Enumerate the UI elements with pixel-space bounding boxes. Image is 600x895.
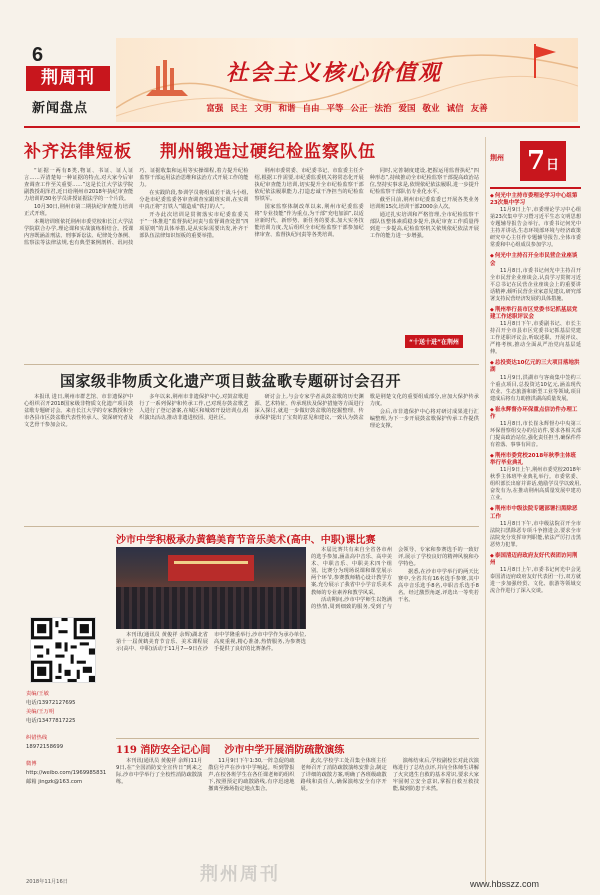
watermark: 荆州周刊	[200, 864, 280, 884]
paragraph: 多年以来,荆州市非遗保护中心,对鼓盆歌进行了一系列保护和传承工作,已对现存鼓盆歌艺人进行了登记备案,在城区和城郊开设培训点,组织演出活动,推动非遗进校园、进社区。	[139, 394, 249, 422]
sidebar-item-title: ◆ 总投资达10亿元的三大项目落地洪湖	[490, 360, 581, 374]
article1-body	[24, 168, 479, 356]
value-item: 平等	[326, 104, 344, 114]
sidebar-item-body: 11月8日上午,市委书记何光中会见泰国清迈府政府友好代表团一行,双方就进一步加强经贸、文化、旅游等领域交流合作进行了深入交谈。	[490, 567, 581, 595]
value-item: 爱国	[398, 104, 416, 114]
qr-code-icon	[30, 617, 96, 683]
paragraph: 活动期间,沙市中学师生以饱满的热情,周到细致的服务,受到了与会领导、专家和参赛选手的一致好评,展示了学校良好的精神风貌和办学特色。	[311, 547, 479, 611]
sidebar-item-body: 11月8日,市委书记何光中主持召开全市民营企业座谈会,认真学习贯彻习近平总书记在民营企业座谈会上的重要讲话精神,倾听民营企业家意见建议,研究部署支持民营经济发展的具体措施。	[490, 267, 581, 302]
paragraph: 10月30日,荆州市第二期执纪审查能力培训正式开班。	[24, 203, 134, 218]
sidebar-item	[490, 453, 581, 502]
value-item: 和谐	[278, 104, 296, 114]
sidebar-header	[490, 137, 581, 189]
sidebar-item	[490, 307, 581, 356]
paragraph: 国家监察体制改革以来,荆州市纪委监委将“专业技能”作为重点,为干部“充电加油”,以适应新时代、新形势、新任务的要求,加大实务技能培训力度,先后组织全市纪检监察干部参加纪律审查、监督执纪问责等各类培训。	[254, 203, 364, 239]
weibo-link[interactable]: http://weibo.com/1969985831	[26, 770, 107, 776]
event-photo	[116, 547, 306, 629]
sidebar-item-body: 11月9日,洪湖市与客商集中签约三个重点项目,总投资达10亿元,涵盖现代农业、生态旅游和新型工业等领域,项目建成后将有力助推洪湖高质量发展。	[490, 374, 581, 402]
value-item: 民主	[230, 104, 248, 114]
paragraph: 截至目前,荆州市纪委监委已开展各类业务培训班15次,培训干部2000余人次。	[369, 196, 479, 210]
paragraph: 本届比赛共有来自全省各市州的选手参加,涵盖高中音乐、高中美术、中职音乐、中职美术四个组别。比赛分为现场说课和课堂展示两个环节,参赛教师精心设计教学方案,充分展示了我省中小学音乐美术教师的专业素养和教学风采。	[311, 547, 392, 596]
value-item: 敬业	[422, 104, 440, 114]
sidebar-item-body: 11月9日上午,市委理论学习中心组第23次集中学习暨习近平生态文明思想专题辅导报告会举行。市委书记何光中主持并讲话,生态环境部环境与经济政策研究中心主任作专题辅导报告,全体市委常委和中心组成员参加学习。	[490, 207, 581, 249]
paragraph: 本期培训班依托荆州市委党校和长江大学法学院联合办学,理论课和实战演练相结合。授课内容既涵盖刑法、刑事诉讼法、纪律处分条例、监察法等法律法规,也有典型案例剖析、讯问技巧、证据收集和运用等实操课程,着力提升纪检监察干部运用法治思维和法治方式开展工作的能力。	[24, 168, 249, 246]
section-rule	[24, 526, 479, 527]
value-item: 文明	[254, 104, 272, 114]
paper-name: 荆周刊	[26, 66, 110, 91]
article2-body	[24, 394, 479, 486]
paragraph: 此次,学校学工处召集全体班主任老师召开了消防疏散演练安排会,制定了详细的疏散方案,明确了各班级疏散路线和责任人,确保演练安全有序开展。	[300, 758, 387, 793]
footer-url[interactable]: www.hbsszz.com	[470, 879, 540, 889]
article4-headline-b: 沙市中学开展消防疏散演练	[224, 745, 345, 756]
sidebar-label: 荆州	[490, 154, 504, 162]
core-values-banner	[116, 38, 578, 122]
section-rule	[116, 738, 479, 739]
editor-label: 责编/王敏	[26, 691, 49, 697]
paragraph: 研讨会上,与会专家学者从鼓盆歌的历史渊源、艺术特征、传承现状及保护措施等方面进行深入探讨,就进一步做好鼓盆歌的挖掘整理、传承保护提出了宝贵的意见和建议,一致认为鼓盆歌是荆楚文化的重要组成部分,应加大保护传承力度。	[254, 394, 479, 422]
sidebar-item	[490, 506, 581, 548]
sidebar-item	[490, 360, 581, 402]
value-item: 友善	[470, 104, 488, 114]
editor-phone: 电话/13972127695	[26, 700, 76, 706]
article4-body	[116, 758, 479, 882]
issue-date: 2018年11月16日	[26, 879, 68, 885]
paragraph: 开办此次培训是贯彻落实市纪委监委关于“一体推进”监督执纪问责与监督调查处置“四项原则”的具体举措,是从实际需要出发,补齐干部队伍法律知识短板的重要举措。	[139, 211, 249, 239]
sidebar-item-title: ◆ 荆州市中级法院专题部署扫黑除恶工作	[490, 506, 581, 520]
paragraph: “证据一两有8类,物证、书证、证人证言……弄清楚每一种证据的特点,对大家今后审查调查工作至关重要……”这是长江大学法学院副教授胡泽君,近日给荆州市2018年执纪审查能力培训的30名学员讲授证据法学的一个片段。	[24, 168, 134, 203]
article4-headline-a: 119 消防安全记心间	[116, 745, 211, 756]
sidebar-item-body: 11月8日下午,市中级法院召开全市法院扫黑除恶专项斗争推进会,要求全市法院充分发挥审判职能,依法严厉打击黑恶势力犯罪。	[490, 520, 581, 548]
design-label: 美编/王万明	[26, 709, 55, 715]
paragraph: 11月9日下午1:30,一阵急促的疏散信号声在沙市中学响起。听到警报声,在校各班学生在各任课老师的组织下,按照预定的疏散路线,有序迅速地撤离至操场指定地点集合。	[208, 758, 295, 793]
sidebar-item-title: ◆ 荆州市委党校2018年秋季主体班举行毕业典礼	[490, 453, 581, 467]
email-address[interactable]: 邮箱 jingzk@163.com	[26, 779, 83, 785]
value-item: 自由	[302, 104, 320, 114]
article1-headline-b: 荆州锻造过硬纪检监察队伍	[160, 142, 376, 162]
value-item: 法治	[374, 104, 392, 114]
audience	[116, 587, 306, 629]
paragraph: 本刊讯(通讯员 黄俊祥 余辉)11月9日,在“全国消防安全宣传日”到来之际,沙市中学举行了全校性消防疏散演练。	[116, 758, 203, 786]
sidebar-item-title: ◆ 何光中主持召开全市民营企业座谈会	[490, 253, 581, 267]
sidebar-item-title: ◆ 崔永辉督办环保重点信访件办理工作	[490, 407, 581, 421]
sidebar-item	[490, 253, 581, 302]
sidebar-item-title: ◆ 泰国清迈府政府友好代表团访问荆州	[490, 553, 581, 567]
core-values-list	[116, 102, 578, 114]
hotline-label: 纠错热线	[26, 735, 48, 741]
paragraph: 同时,完善制度建设,把握运用监督执纪“四种形态”,持续推动全市纪检监察干部提高政治站位,坚持实事求是,依规依纪依法履职,进一步提升纪检监察干部队伍专业化水平。	[369, 168, 479, 196]
sidebar-item-body: 11月8日,市长崔永辉督办中央第三环保督察组交办的信访件,要求各相关部门提高政治站位,强化责任担当,确保件件有着落、事事有回音。	[490, 421, 581, 449]
value-item: 富强	[206, 104, 224, 114]
sidebar-number: 7日	[520, 141, 566, 181]
sidebar-item-body: 11月9日上午,荆州市委党校2018年秋季主体班毕业典礼举行。市委常委、组织部长出席并讲话,勉励学员学以致用,奋发有为,在推动荆州高质量发展中建功立业。	[490, 467, 581, 502]
page-number: 6	[32, 44, 44, 66]
article2-headline: 国家级非物质文化遗产项目鼓盆歌专题研讨会召开	[60, 372, 402, 390]
sidebar-item-title: ◆ 荆州举行县市区党委书记抓基层党建工作述职评议会	[490, 307, 581, 321]
value-item: 诚信	[446, 104, 464, 114]
article3-headline: 沙市中学积极承办黄鹤美育节音乐美术(高中、中职)课比赛	[116, 535, 376, 546]
stage-backdrop	[168, 555, 254, 581]
sidebar-item	[490, 193, 581, 249]
sidebar-item-body: 11月8日下午,市委副书记、市长主持召开全市县市区党委书记抓基层党建工作述职评议会,听取述职、开展评议、严格考核,推动全面从严治党向基层延伸。	[490, 321, 581, 356]
paragraph: 在实践阶段,参训学员将组成若干战斗小组,分赴市纪委监委各审查调查室跟班实训,在实训中真正将“打铁人”锻造成“铁打的人”。	[139, 189, 249, 210]
section-name: 新闻盘点	[32, 101, 89, 116]
article4-headline	[116, 741, 344, 756]
paragraph: 荆州市委常委、市纪委书记、市监委主任介绍,根据工作需要,市纪委监委机关将常态化开展执纪审查能力培训,切实提升全市纪检监察干部依纪依法履职能力,打造忠诚干净担当的纪检监察铁军。	[254, 168, 364, 203]
sidebar-item	[490, 553, 581, 595]
section-rule	[24, 364, 479, 365]
paragraph: 通过扎实培训和严格管理,全市纪检监察干部队伍整体素质稳步提升,执纪审查工作质量得到进一步提高,纪检监察机关依规依纪依法开展工作的能力进一步增强。	[369, 211, 479, 239]
paragraph: 本刊讯(通讯员 黄俊祥 余辉)湖北省第十一届黄鹤美育节音乐、美术课程展示(高中、中职)活动于11月7—9日在沙市中学隆重举行,沙市中学作为承办单位,高度重视,精心准备,热情服务,为参赛选手提供了良好的比赛条件。	[116, 632, 306, 653]
sidebar-item	[490, 407, 581, 449]
header-rule	[24, 126, 580, 128]
article1-headline-a: 补齐法律短板	[24, 142, 132, 162]
news-sidebar	[485, 137, 581, 882]
article3-caption	[116, 632, 306, 724]
paragraph: 本报讯 进日,荆州市群艺馆、市非遗保护中心组织召开2018国家级非物质文化遗产项目鼓盆歌专题研讨会。来自长江大学的专家教授和全市各县市区鼓盆歌代表性传承人、资深研究者及文艺骨干参加会议。	[24, 394, 134, 429]
paragraph: 会后,市非遗保护中心将对研讨成果进行汇编整理,为下一步开展鼓盆歌保护传承工作提供理论支撑。	[369, 408, 479, 429]
hotline-number: 18972158699	[26, 744, 64, 750]
article1-headline	[24, 137, 479, 162]
paragraph: 演练结束后,学校副校长对此次演练进行了总结点评,并向全体师生讲解了火灾逃生自救的基本常识,要求大家牢固树立安全意识,掌握自救互救技能,做到防患于未然。	[392, 758, 479, 793]
design-phone: 电话/13477817225	[26, 718, 76, 724]
paragraph: 据悉,在沙市中学举行的两天比赛中,全省共有16名选手参赛,其中高中音乐选手8名,中职音乐选手8名。经过激烈角逐,评选出一等奖若干名。	[398, 568, 479, 604]
article3-body	[311, 547, 479, 725]
weibo-label: 微博	[26, 761, 37, 767]
column-tag: “十送十进”在荆州	[405, 335, 463, 348]
sidebar-item-title: ◆ 何光中主持市委理论学习中心组第23次集中学习	[490, 193, 581, 207]
value-item: 公正	[350, 104, 368, 114]
staff-info	[26, 690, 108, 787]
banner-title: 社会主义核心价值观	[226, 60, 443, 86]
